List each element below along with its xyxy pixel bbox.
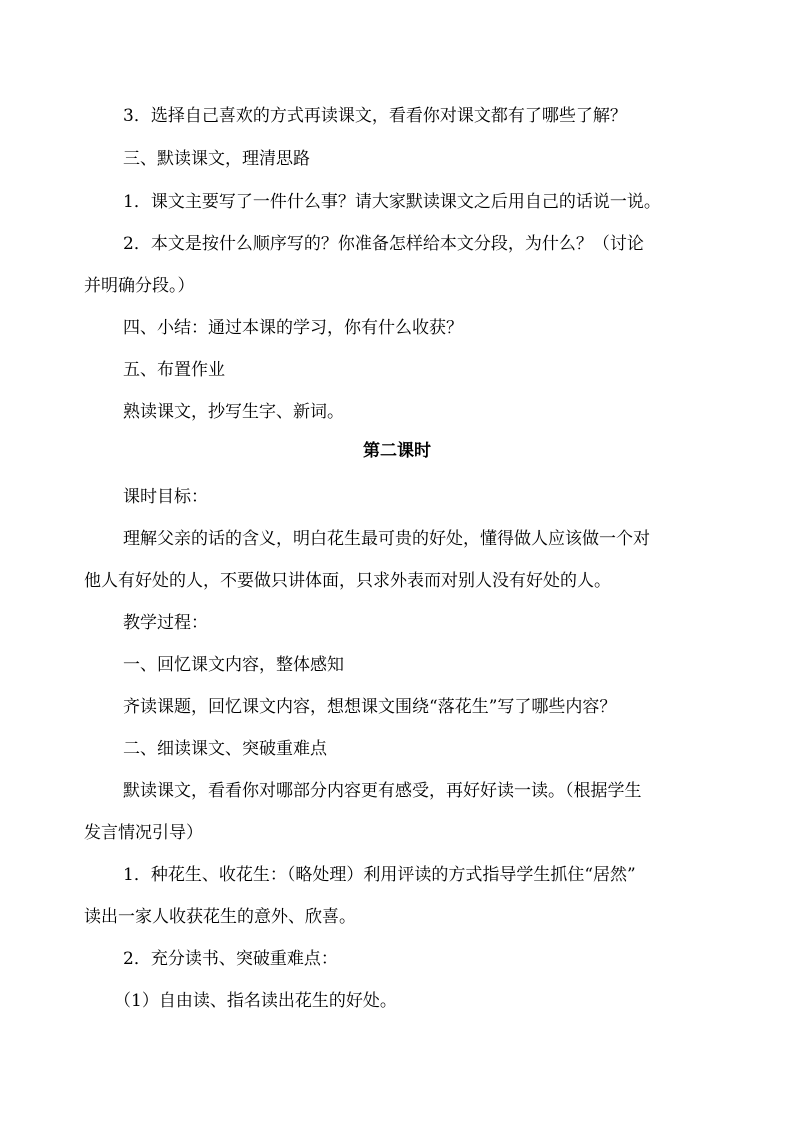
paragraph-question-2-cont: 并明确分段。） — [84, 276, 195, 296]
objective-text: 理解父亲的话的含义，明白花生最可贵的好处，懂得做人应该做一个对 — [123, 529, 650, 549]
paragraph-question-2: 2．本文是按什么顺序写的？你准备怎样给本文分段，为什么？（讨论 — [123, 234, 644, 254]
process-label: 教学过程： — [123, 613, 208, 633]
section-heading-4: 四、小结：通过本课的学习，你有什么收获？ — [123, 318, 463, 338]
paragraph-homework: 熟读课文，抄写生字、新词。 — [123, 402, 344, 422]
paragraph-substep-1: （1）自由读、指名读出花生的好处。 — [114, 991, 397, 1011]
section-heading-3: 三、默读课文，理清思路 — [123, 149, 310, 169]
objective-label: 课时目标： — [123, 487, 208, 507]
section-heading-1: 一、回忆课文内容，整体感知 — [123, 655, 344, 675]
lesson-title: 第二课时 — [363, 441, 431, 461]
paragraph-step-1-cont: 读出一家人收获花生的意外、欣喜。 — [84, 907, 356, 927]
paragraph-step-2: 2．充分读书、突破重难点： — [123, 949, 338, 969]
paragraph-question-1: 1．课文主要写了一件什么事？请大家默读课文之后用自己的话说一说。 — [123, 192, 661, 212]
section-heading-5: 五、布置作业 — [123, 360, 225, 380]
paragraph-silent-reading: 默读课文，看看你对哪部分内容更有感受，再好好读一读。（根据学生 — [123, 781, 642, 801]
paragraph-step-3: 3．选择自己喜欢的方式再读课文，看看你对课文都有了哪些了解？ — [123, 106, 627, 126]
section-heading-2: 二、细读课文、突破重难点 — [123, 739, 327, 759]
objective-text-cont: 他人有好处的人，不要做只讲体面，只求外表而对别人没有好处的人。 — [84, 571, 611, 591]
paragraph-step-1: 1．种花生、收花生：（略处理）利用评读的方式指导学生抓住“居然” — [123, 865, 636, 885]
paragraph-silent-reading-cont: 发言情况引导） — [84, 823, 203, 843]
paragraph-review: 齐读课题，回忆课文内容，想想课文围绕“落花生”写了哪些内容？ — [123, 697, 617, 717]
